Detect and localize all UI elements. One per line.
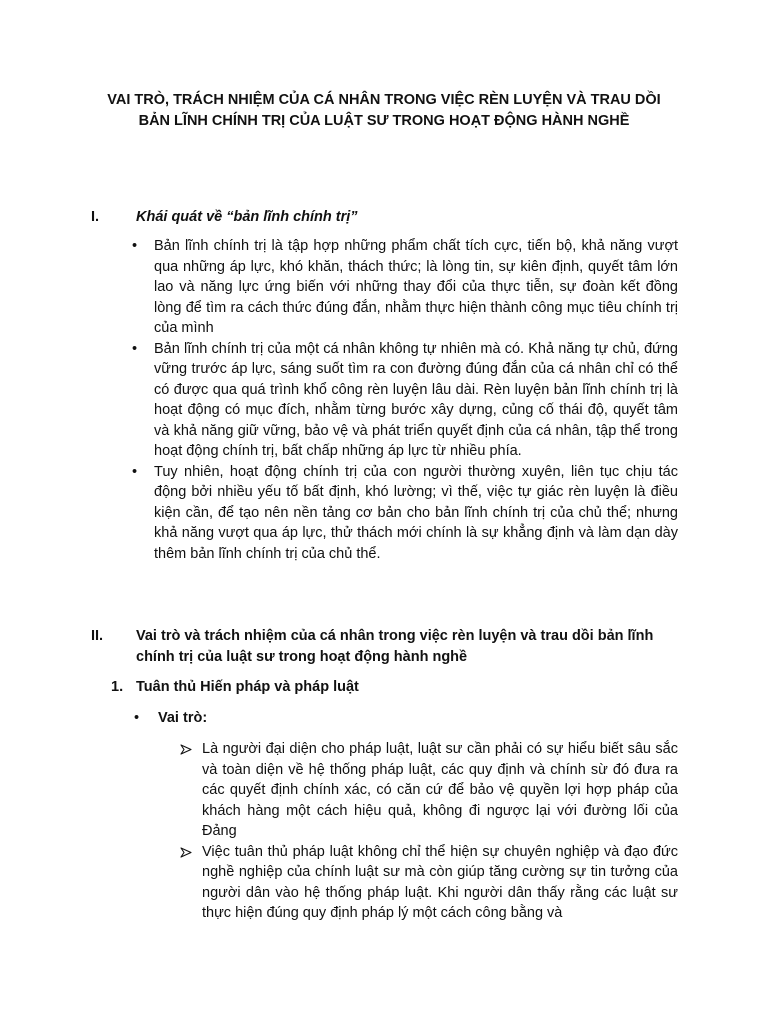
role-label: Vai trò:: [158, 710, 208, 726]
list-item-text: Việc tuân thủ pháp luật không chỉ thể hiện sự chuyên nghiệp và đạo đức nghề nghiệp của chính luật sư mà còn giúp tăng cường sự tin tưởng của người dân vào hệ thống pháp luật. Khi người dân thấy rằng các luật sư thực hiện đúng quy định pháp lý một cách công bằng và: [202, 843, 678, 921]
subsection-1-title: Tuân thủ Hiến pháp và pháp luật: [136, 679, 359, 695]
subsection-1-heading: [111, 677, 671, 698]
list-item: [130, 236, 678, 339]
document-title: [60, 90, 708, 132]
title-line-2: BẢN LĨNH CHÍNH TRỊ CỦA LUẬT SƯ TRONG HOẠT ĐỘNG HÀNH NGHỀ: [138, 113, 630, 129]
section-1-bullet-list: [130, 236, 678, 564]
list-item: [130, 462, 678, 565]
list-item: [130, 339, 678, 462]
section-1-title: Khái quát về “bản lĩnh chính trị”: [136, 209, 358, 225]
list-item: [180, 842, 678, 924]
role-arrow-list: [180, 739, 678, 924]
role-label-row: [134, 708, 207, 729]
bullet-icon: •: [132, 238, 138, 254]
arrow-bullet-icon: [180, 847, 192, 858]
bullet-icon: •: [134, 710, 140, 726]
list-item-text: Bản lĩnh chính trị là tập hợp những phẩm chất tích cực, tiến bộ, khả năng vượt qua những áp lực, khó khăn, thách thức; là lòng tin, sự kiên định, quyết tâm lớn lao và năng lực ứng biến với những thay đổi của thực tiễn, sự đoàn kết đồng lòng để tìm ra cách thức đúng đắn, nhằm thực hiện thành công mục tiêu chính trị của mình: [154, 238, 678, 336]
arrow-bullet-icon: [180, 744, 192, 755]
section-2-number: II.: [91, 628, 104, 644]
list-item-text: Là người đại diện cho pháp luật, luật sư cần phải có sự hiểu biết sâu sắc và toàn diện về hệ thống pháp luật, các quy định và chính sừ đó đưa ra các quyết định chính xác, có căn cứ để bảo vệ quyền lợi hợp pháp của khách hàng một cách hiệu quả, không đi ngược lại với đường lối của Đảng: [202, 741, 678, 839]
subsection-1-number: 1.: [111, 679, 124, 695]
list-item: [180, 739, 678, 842]
section-2-heading: [91, 626, 678, 668]
bullet-icon: •: [132, 340, 138, 357]
list-item-text: Tuy nhiên, hoạt động chính trị của con người thường xuyên, liên tục chịu tác động bởi nhiều yếu tố bất định, khó lường; vì thế, việc tự giác rèn luyện là điều kiện cần, để tạo nên nền tảng cơ bản cho bản lĩnh chính trị của chủ thể; nhưng khả năng vượt qua áp lực, thử thách mới chính là sự khẳng định và làm dạn dày thêm bản lĩnh chính trị của chủ thể.: [154, 463, 678, 562]
list-item-text: Bản lĩnh chính trị của một cá nhân không tự nhiên mà có. Khả năng tự chủ, đứng vững trước áp lực, sáng suốt tìm ra con đường đúng đắn của cá nhân chỉ có thể có được qua quá trình khổ công rèn luyện lâu dài. Rèn luyện bản lĩnh chính trị là hoạt động có mục đích, nhằm từng bước xây dựng, củng cố thái độ, quyết tâm và khả năng giữ vững, bảo vệ và phát triển quyết định của cá nhân, tập thể trong hoạt động chính trị, bất chấp những áp lực từ nhiều phía.: [154, 340, 678, 459]
bullet-icon: •: [132, 463, 138, 480]
section-1-number: I.: [91, 209, 100, 225]
section-2-title: Vai trò và trách nhiệm của cá nhân trong việc rèn luyện và trau dồi bản lĩnh chính trị của luật sư trong hoạt động hành nghề: [136, 628, 654, 665]
title-line-1: VAI TRÒ, TRÁCH NHIỆM CỦA CÁ NHÂN TRONG VIỆC RÈN LUYỆN VÀ TRAU DỒI: [107, 92, 661, 108]
section-1-heading: [91, 207, 678, 228]
